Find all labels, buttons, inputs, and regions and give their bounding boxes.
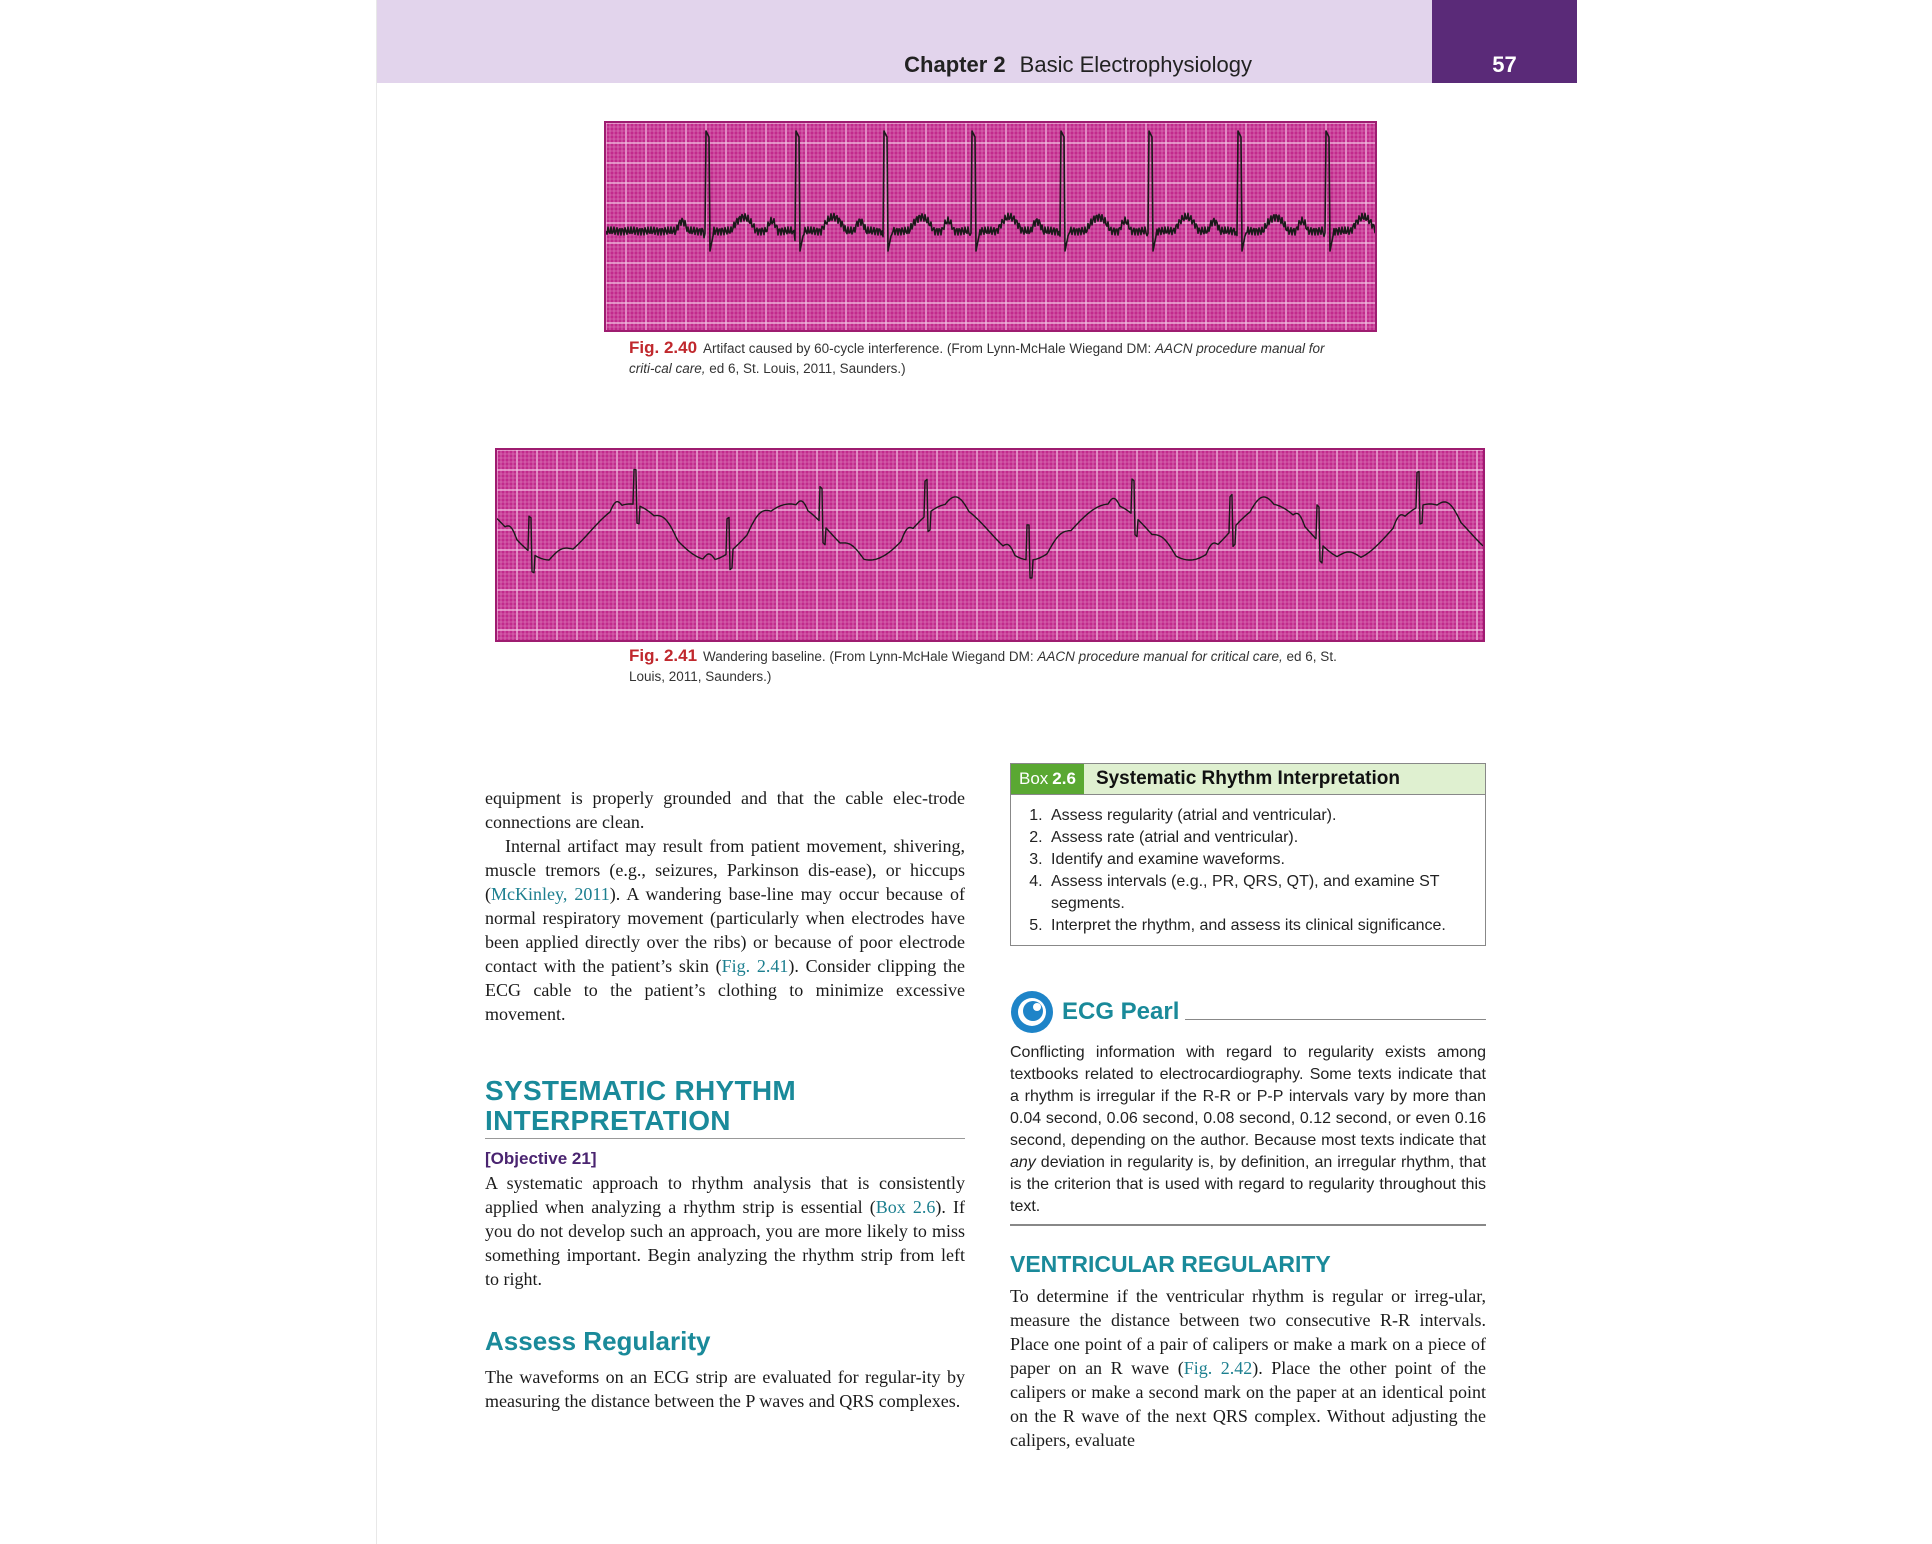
pearl-rule: [1185, 1019, 1486, 1020]
ecg-trace-60-cycle: [606, 123, 1375, 330]
box-2-6: [1010, 763, 1486, 946]
ecg-strip-fig-2-40: [604, 121, 1377, 332]
box-title: Systematic Rhythm Interpretation: [1095, 768, 1401, 789]
box-label: Box 2.6: [1011, 764, 1084, 794]
list-item: 4. Assess intervals (e.g., PR, QRS, QT), and examine ST segments.: [1047, 871, 1473, 915]
paragraph: The waveforms on an ECG strip are evaluated for regular-ity by measuring the distance between the P waves and QRS complexes.: [485, 1367, 965, 1411]
header-title: [904, 52, 1252, 78]
pearl-header: [1010, 990, 1486, 1034]
right-column: [1010, 1252, 1486, 1452]
running-header: [377, 0, 1432, 83]
ecg-strip-fig-2-41: [495, 448, 1485, 642]
list-item: 5. Interpret the rhythm, and assess its clinical significance.: [1047, 915, 1473, 937]
figure-caption-2-40: Fig. 2.40 Artifact caused by 60-cycle interference. (From Lynn-McHale Wiegand DM: AACN procedure manual for criti-cal care, ed 6, St. Louis, 2011, Saunders.): [629, 338, 1325, 376]
subsection-heading: Assess Regularity: [485, 1326, 711, 1356]
page-number: 57: [1432, 0, 1577, 83]
citation-link[interactable]: McKinley, 2011: [491, 884, 610, 904]
figure-link[interactable]: Fig. 2.41: [721, 956, 789, 976]
ecg-pearl: [1010, 990, 1486, 1226]
chapter-label: Chapter 2: [904, 52, 1006, 77]
textbook-page: [376, 0, 1577, 1544]
list-item: 1. Assess regularity (atrial and ventricular).: [1047, 805, 1473, 827]
chapter-title: Basic Electrophysiology: [1019, 52, 1252, 77]
box-list: [1011, 795, 1485, 945]
pearl-icon: [1010, 990, 1054, 1034]
figure-link[interactable]: Fig. 2.42: [1183, 1358, 1253, 1378]
paragraph: equipment is properly grounded and that the cable elec-trode connections are clean.: [485, 788, 965, 832]
figure-label: Fig. 2.41: [629, 646, 698, 665]
section-heading: VENTRICULAR REGULARITY: [1010, 1251, 1331, 1277]
left-column: [485, 786, 965, 1413]
section-heading: SYSTEMATIC RHYTHM INTERPRETATION: [485, 1076, 965, 1139]
paragraph: A systematic approach to rhythm analysis that is consistently applied when analyzing a rhythm strip is essential (Box 2.6). If you do not develop such an approach, you are more likely to miss something important. Begin analyzing the rhythm strip from left to right.: [485, 1173, 965, 1289]
box-header: [1011, 764, 1485, 795]
paragraph: Internal artifact may result from patient movement, shivering, muscle tremors (e.g., seizures, Parkinson dis-ease), or hiccups (McKinley, 2011). A wandering base-line may occur because of normal respiratory movement (particularly when electrodes have been applied directly over the ribs) or because of poor electrode contact with the patient’s skin (Fig. 2.41). Consider clipping the ECG cable to the patient’s clothing to minimize excessive movement.: [485, 836, 965, 1024]
pearl-title: ECG Pearl: [1062, 998, 1180, 1025]
objective-label: [Objective 21]: [485, 1149, 597, 1168]
list-item: 2. Assess rate (atrial and ventricular).: [1047, 827, 1473, 849]
list-item: 3. Identify and examine waveforms.: [1047, 849, 1473, 871]
box-link[interactable]: Box 2.6: [875, 1197, 936, 1217]
paragraph: To determine if the ventricular rhythm is regular or irreg-ular, measure the distance between two consecutive R-R intervals. Place one point of a pair of calipers or make a mark on a piece of paper on an R wave (Fig. 2.42). Place the other point of the calipers or make a second mark on the paper at an identical point on the R wave of the next QRS complex. Without adjusting the calipers, evaluate: [1010, 1286, 1486, 1450]
figure-label: Fig. 2.40: [629, 338, 698, 357]
figure-caption-2-41: Fig. 2.41 Wandering baseline. (From Lynn-McHale Wiegand DM: AACN procedure manual for critical care, ed 6, St. Louis, 2011, Saunders.): [629, 646, 1337, 684]
pearl-text: Conflicting information with regard to regularity exists among textbooks related to electrocardiography. Some texts indicate that a rhythm is irregular if the R-R or P-P intervals vary by more than 0.04 second, 0.06 second, 0.08 second, 0.12 second, or even 0.16 second, depending on the author. Because most texts indicate that any deviation in regularity is, by definition, an irregular rhythm, that is the criterion that is used with regard to regularity throughout this text.: [1010, 1042, 1486, 1226]
ecg-trace-wandering-baseline: [497, 450, 1483, 640]
